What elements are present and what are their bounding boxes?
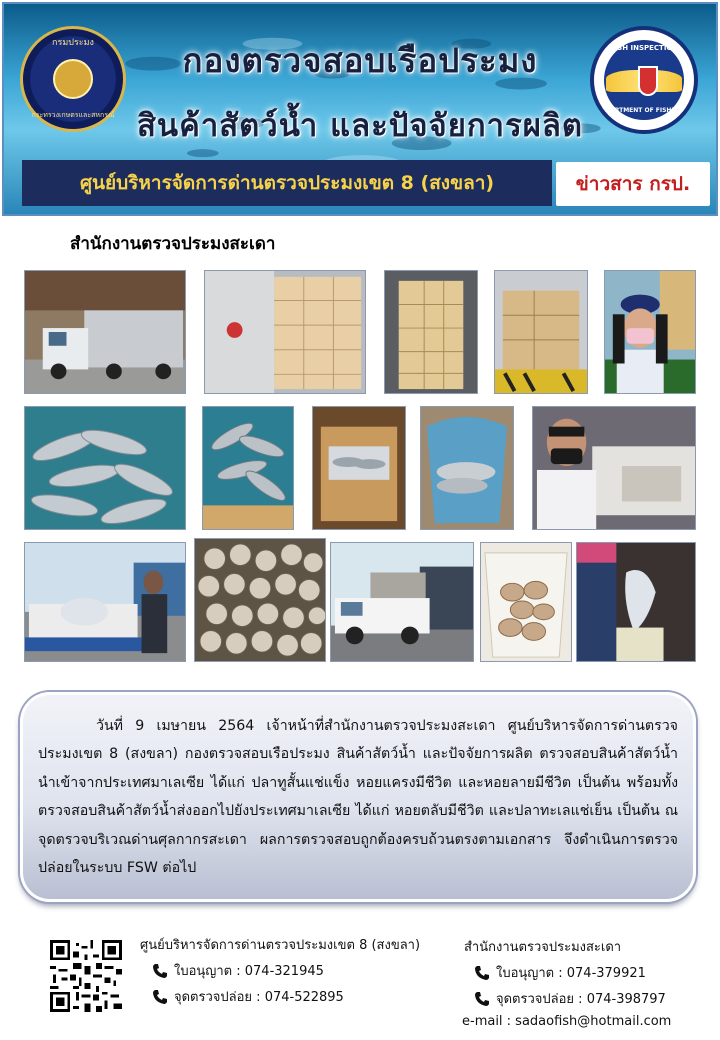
footer-left-release: จุดตรวจปล่อย : 074-522895: [174, 990, 344, 1005]
footer-right-release-row: [474, 988, 666, 1009]
photo-frozen-fish-2: [202, 406, 294, 530]
footer-left-title: ศูนย์บริหารจัดการด่านตรวจประมงเขต 8 (สงขลา): [140, 938, 421, 953]
banner-title-line2: สินค้าสัตว์น้ำ และปัจจัยการผลิต: [136, 108, 584, 144]
phone-icon: [152, 963, 168, 979]
footer-left-release-row: [152, 986, 344, 1007]
qr-code-icon: [50, 940, 122, 1012]
report-text: วันที่ 9 เมษายน 2564 เจ้าหน้าที่สำนักงานตรวจประมงสะเดา ศูนย์บริหารจัดการด่านตรวจประมงเขต 8 (สงขลา) กองตรวจสอบเรือประมง สินค้าสัตว์น้ำ และปัจจัยการผลิต ตรวจสอบสินค้าสัตว์น้ำนำเข้าจากประเทศมาเลเซีย ได้แก่ ปลาทูสั้นแช่แข็ง หอยแครงมีชีวิต และหอยลายมีชีวิต เป็นต้น พร้อมทั้งตรวจสอบสินค้าสัตว์น้ำส่งออกไปยังประเทศมาเลเซีย ได้แก่ หอยตลับมีชีวิต และปลาทะเลแช่เย็น เป็นต้น ณ จุดตรวจบริเวณด่านศุลกากรสะเดา ผลการตรวจสอบถูกต้องครบถ้วนตรงตามเอกสาร จึงดำเนินการตรวจปล่อยในระบบ FSW ต่อไป: [38, 718, 678, 877]
footer-right-release: จุดตรวจปล่อย : 074-398797: [496, 992, 666, 1007]
seal-bottom-text: กระทรวงเกษตรและสหกรณ์: [31, 111, 115, 119]
photo-fish-box: [312, 406, 406, 530]
badge-bottom-text: DEPARTMENT OF FISHERIES: [597, 107, 691, 114]
seal-top-text: กรมประมง: [52, 38, 94, 48]
banner-title-line1: กองตรวจสอบเรือประมง: [182, 41, 538, 80]
phone-icon: [474, 991, 490, 1007]
photo-container-boxes: [204, 270, 366, 394]
badge-top-text: FISH INSPECTION: [609, 44, 679, 52]
photo-cockles: [194, 538, 326, 662]
center-name-strip: [22, 160, 552, 206]
center-name: ศูนย์บริหารจัดการด่านตรวจประมงเขต 8 (สงขลา): [79, 172, 495, 194]
photo-officer-man: [532, 406, 696, 530]
footer-left-license: ใบอนุญาต : 074-321945: [174, 964, 324, 979]
footer-right-license: ใบอนุญาต : 074-379921: [496, 966, 646, 981]
footer-right-title: สำนักงานตรวจประมงสะเดา: [464, 940, 622, 955]
photo-pickup-loading: [24, 542, 186, 662]
photo-fish-held: [576, 542, 696, 662]
photo-container-boxes-2: [384, 270, 478, 394]
photo-truck-warehouse: [24, 270, 186, 394]
phone-icon: [474, 965, 490, 981]
office-heading: สำนักงานตรวจประมงสะเดา: [70, 234, 276, 254]
photo-truck-rear: [494, 270, 588, 394]
photo-fish-bag: [420, 406, 514, 530]
footer-email[interactable]: e-mail : sadaofish@hotmail.com: [462, 1014, 672, 1029]
photo-clams-bag: [480, 542, 572, 662]
footer-right-license-row: [474, 962, 646, 983]
footer-left-license-row: [152, 960, 324, 981]
photo-pickup-truck: [330, 542, 474, 662]
header-banner: [2, 2, 718, 216]
photo-frozen-fish-1: [24, 406, 186, 530]
phone-icon: [152, 989, 168, 1005]
news-label: ข่าวสาร กรป.: [575, 173, 691, 195]
news-tag: [556, 162, 710, 206]
photo-officer-woman: [604, 270, 696, 394]
